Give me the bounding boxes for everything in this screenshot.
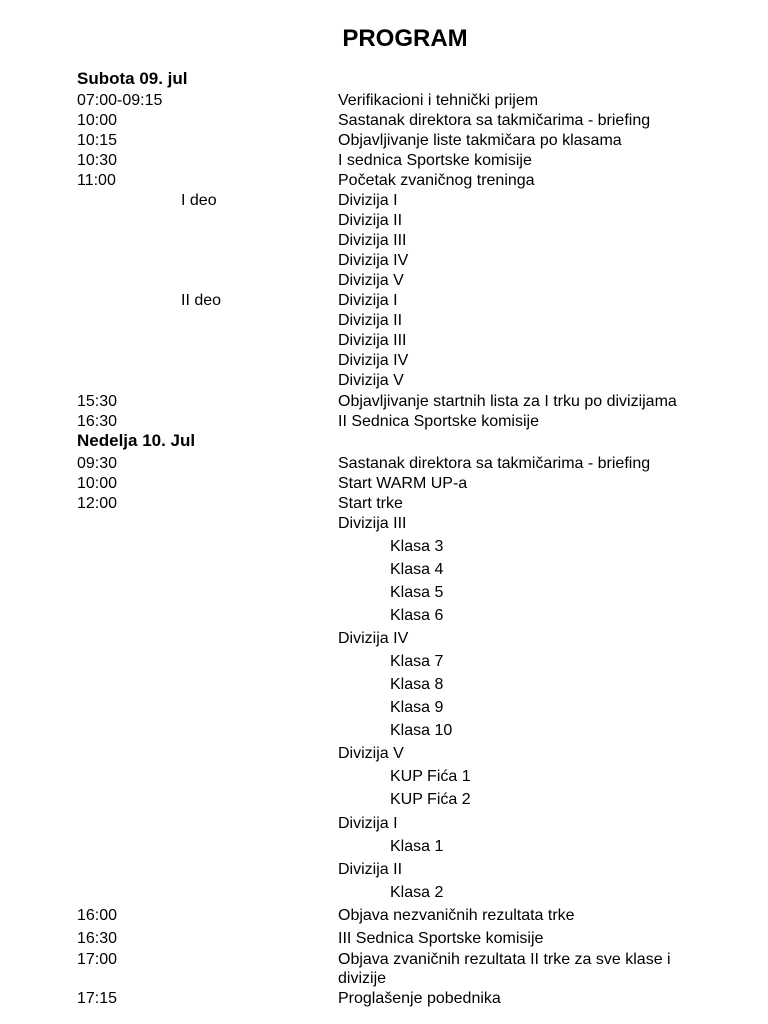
time: 15:30 (77, 393, 118, 410)
class-row (0, 883, 768, 903)
event: Start WARM UP-a (338, 475, 468, 492)
class: Klasa 10 (390, 722, 453, 739)
class: Klasa 8 (390, 676, 444, 693)
time: 16:00 (77, 907, 118, 924)
class-row (0, 583, 768, 603)
event: Verifikacioni i tehnički prijem (338, 92, 539, 109)
class: Klasa 6 (390, 607, 444, 624)
division-row (0, 629, 768, 649)
time: 10:30 (77, 152, 118, 169)
class-row (0, 652, 768, 672)
part-row (0, 351, 768, 371)
day-label: Nedelja 10. Jul (77, 431, 196, 450)
event: Objavljivanje liste takmičara po klasama (338, 132, 622, 149)
class: Klasa 7 (390, 653, 444, 670)
time: 17:15 (77, 990, 118, 1007)
event: Sastanak direktora sa takmičarima - briefing (338, 112, 651, 129)
time: 11:00 (77, 172, 116, 189)
class: Klasa 1 (390, 838, 444, 855)
time: 10:00 (77, 475, 118, 492)
day-heading (0, 431, 768, 451)
time: 09:30 (77, 455, 118, 472)
division-row (0, 860, 768, 880)
division: Divizija IV (338, 352, 409, 369)
class: Klasa 5 (390, 584, 444, 601)
schedule-row (0, 454, 768, 474)
division: Divizija V (338, 745, 404, 762)
part-row (0, 231, 768, 251)
division: Divizija IV (338, 252, 409, 269)
class: KUP Fića 2 (390, 791, 471, 808)
class: Klasa 9 (390, 699, 444, 716)
class: Klasa 2 (390, 884, 444, 901)
day-heading (0, 69, 768, 89)
class-row (0, 537, 768, 557)
class-row (0, 721, 768, 741)
division: Divizija III (338, 515, 407, 532)
time: 16:30 (77, 413, 118, 430)
class-row (0, 698, 768, 718)
event: Objava zvaničnih rezultata II trke za sve klase i divizije (338, 951, 671, 987)
division-row (0, 814, 768, 834)
schedule-row (0, 392, 768, 412)
event: III Sednica Sportske komisije (338, 930, 544, 947)
time: 16:30 (77, 930, 118, 947)
division: Divizija I (338, 192, 398, 209)
event: Sastanak direktora sa takmičarima - briefing (338, 455, 651, 472)
division: Divizija III (338, 232, 407, 249)
division-row (0, 744, 768, 764)
class: Klasa 3 (390, 538, 444, 555)
day-label: Subota 09. jul (77, 69, 188, 88)
part-row (0, 251, 768, 271)
class-row (0, 837, 768, 857)
part-row (0, 191, 768, 211)
part-row (0, 211, 768, 231)
part-row (0, 271, 768, 291)
time: 07:00-09:15 (77, 92, 163, 109)
event: II Sednica Sportske komisije (338, 413, 539, 430)
class-row (0, 767, 768, 787)
time: 12:00 (77, 495, 118, 512)
class: Klasa 4 (390, 561, 444, 578)
division: Divizija II (338, 312, 403, 329)
part-row (0, 371, 768, 391)
part-label: II deo (181, 292, 222, 309)
schedule-row (0, 412, 768, 432)
schedule-row (0, 474, 768, 494)
schedule-row (0, 950, 768, 987)
time: 10:15 (77, 132, 118, 149)
schedule-row (0, 171, 768, 191)
schedule-row (0, 131, 768, 151)
class-row (0, 790, 768, 810)
schedule-row (0, 929, 768, 949)
page-title: PROGRAM (342, 25, 468, 52)
schedule-row (0, 989, 768, 1009)
event: I sednica Sportske komisije (338, 152, 532, 169)
division-row (0, 514, 768, 534)
class-row (0, 560, 768, 580)
division: Divizija I (338, 815, 398, 832)
part-row (0, 311, 768, 331)
event: Start trke (338, 495, 403, 512)
schedule-row (0, 906, 768, 926)
schedule-row (0, 494, 768, 514)
event: Objavljivanje startnih lista za I trku po divizijama (338, 393, 677, 410)
part-label: I deo (181, 192, 217, 209)
division: Divizija III (338, 332, 407, 349)
division: Divizija I (338, 292, 398, 309)
class-row (0, 675, 768, 695)
division: Divizija IV (338, 630, 409, 647)
part-row (0, 291, 768, 311)
time: 17:00 (77, 951, 118, 968)
class: KUP Fića 1 (390, 768, 471, 785)
schedule-row (0, 151, 768, 171)
division: Divizija II (338, 212, 403, 229)
schedule-row (0, 111, 768, 131)
division: Divizija II (338, 861, 403, 878)
time: 10:00 (77, 112, 118, 129)
event: Objava nezvaničnih rezultata trke (338, 907, 575, 924)
schedule-row (0, 91, 768, 111)
event: Početak zvaničnog treninga (338, 172, 535, 189)
division: Divizija V (338, 372, 404, 389)
division: Divizija V (338, 272, 404, 289)
class-row (0, 606, 768, 626)
event: Proglašenje pobednika (338, 990, 501, 1007)
part-row (0, 331, 768, 351)
